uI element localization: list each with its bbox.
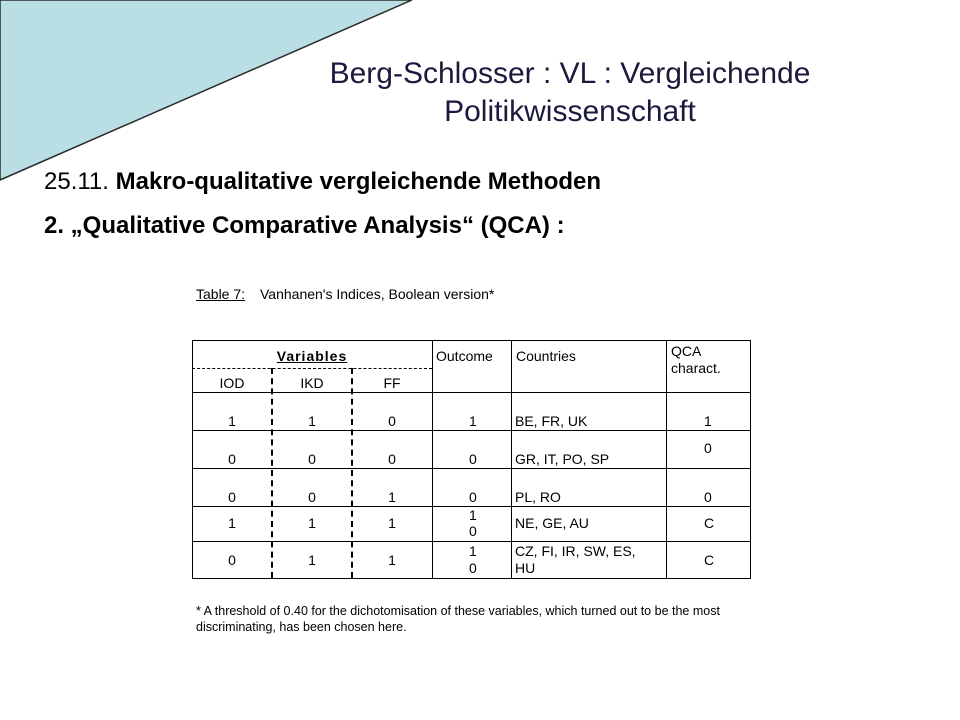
subheading-date-text: Makro-qualitative vergleichende Methoden	[115, 168, 602, 195]
header-qca-line1: QCA	[671, 343, 702, 359]
table-line-row4	[192, 541, 751, 542]
table-caption-text: Vanhanen's Indices, Boolean version*	[260, 286, 495, 302]
header-iod: IOD	[219, 375, 245, 391]
cell-countries: PL, RO	[515, 489, 561, 505]
table-footnote: * A threshold of 0.40 for the dichotomisation of these variables, which turned out to be the most discriminating, has been chosen here.	[196, 604, 720, 634]
table-caption	[196, 286, 495, 302]
table-line-header	[192, 392, 751, 393]
cell-ikd: 1	[308, 515, 316, 531]
table-vline-dashed-1	[271, 368, 273, 578]
table-vline-dashed-2	[351, 368, 353, 578]
table-line-row2	[192, 468, 751, 469]
cell-qca: C	[704, 552, 715, 568]
table-vline-countries	[511, 340, 512, 578]
cell-outcome: 1	[469, 507, 477, 523]
subheading-date	[44, 168, 601, 196]
cell-outcome-alt: 0	[469, 523, 477, 539]
cell-ikd: 0	[308, 451, 316, 467]
cell-ff: 1	[388, 489, 396, 505]
cell-outcome: 1	[469, 413, 477, 429]
table-vline-outcome	[432, 340, 433, 578]
cell-qca: 0	[704, 489, 712, 505]
table-vline-qca	[666, 340, 667, 578]
cell-ff: 1	[388, 515, 396, 531]
cell-qca: 1	[704, 413, 712, 429]
cell-ff: 0	[388, 413, 396, 429]
corner-triangle-decoration	[0, 0, 420, 185]
header-countries: Countries	[516, 348, 576, 364]
cell-iod: 1	[228, 413, 236, 429]
table-line-bottom	[192, 578, 751, 579]
table-line-row1	[192, 430, 751, 431]
cell-countries: BE, FR, UK	[515, 413, 588, 429]
cell-ikd: 1	[308, 552, 316, 568]
cell-outcome-alt: 0	[469, 560, 477, 576]
header-variables: Variables	[276, 348, 348, 364]
slide-title-line2: Politikwissenschaft	[444, 95, 696, 128]
cell-outcome: 0	[469, 451, 477, 467]
subheading-qca: 2. „Qualitative Comparative Analysis“ (QCA) :	[44, 212, 565, 239]
table-vline-right	[750, 340, 751, 578]
cell-ff: 0	[388, 451, 396, 467]
header-ff: FF	[383, 375, 401, 391]
cell-ikd: 0	[308, 489, 316, 505]
cell-qca: C	[704, 515, 715, 531]
subheading-date-number: 25.11.	[44, 168, 109, 195]
cell-iod: 0	[228, 489, 236, 505]
cell-ff: 1	[388, 552, 396, 568]
cell-outcome: 0	[469, 489, 477, 505]
table-line-sub	[192, 368, 432, 369]
header-ikd: IKD	[300, 375, 324, 391]
cell-countries: NE, GE, AU	[515, 515, 589, 531]
cell-iod: 0	[228, 552, 236, 568]
header-qca-line2: charact.	[671, 360, 721, 376]
cell-outcome: 1	[469, 543, 477, 559]
table-caption-label: Table 7:	[196, 286, 246, 302]
cell-iod: 1	[228, 515, 236, 531]
slide-title-line1: Berg-Schlosser : VL : Vergleichende	[329, 57, 811, 90]
cell-ikd: 1	[308, 413, 316, 429]
cell-countries-line2: HU	[515, 560, 536, 576]
cell-countries: GR, IT, PO, SP	[515, 451, 610, 467]
cell-countries: CZ, FI, IR, SW, ES,	[515, 543, 636, 559]
header-outcome: Outcome	[436, 348, 493, 364]
table-line-top	[192, 340, 751, 341]
cell-iod: 0	[228, 451, 236, 467]
cell-qca: 0	[704, 440, 712, 456]
